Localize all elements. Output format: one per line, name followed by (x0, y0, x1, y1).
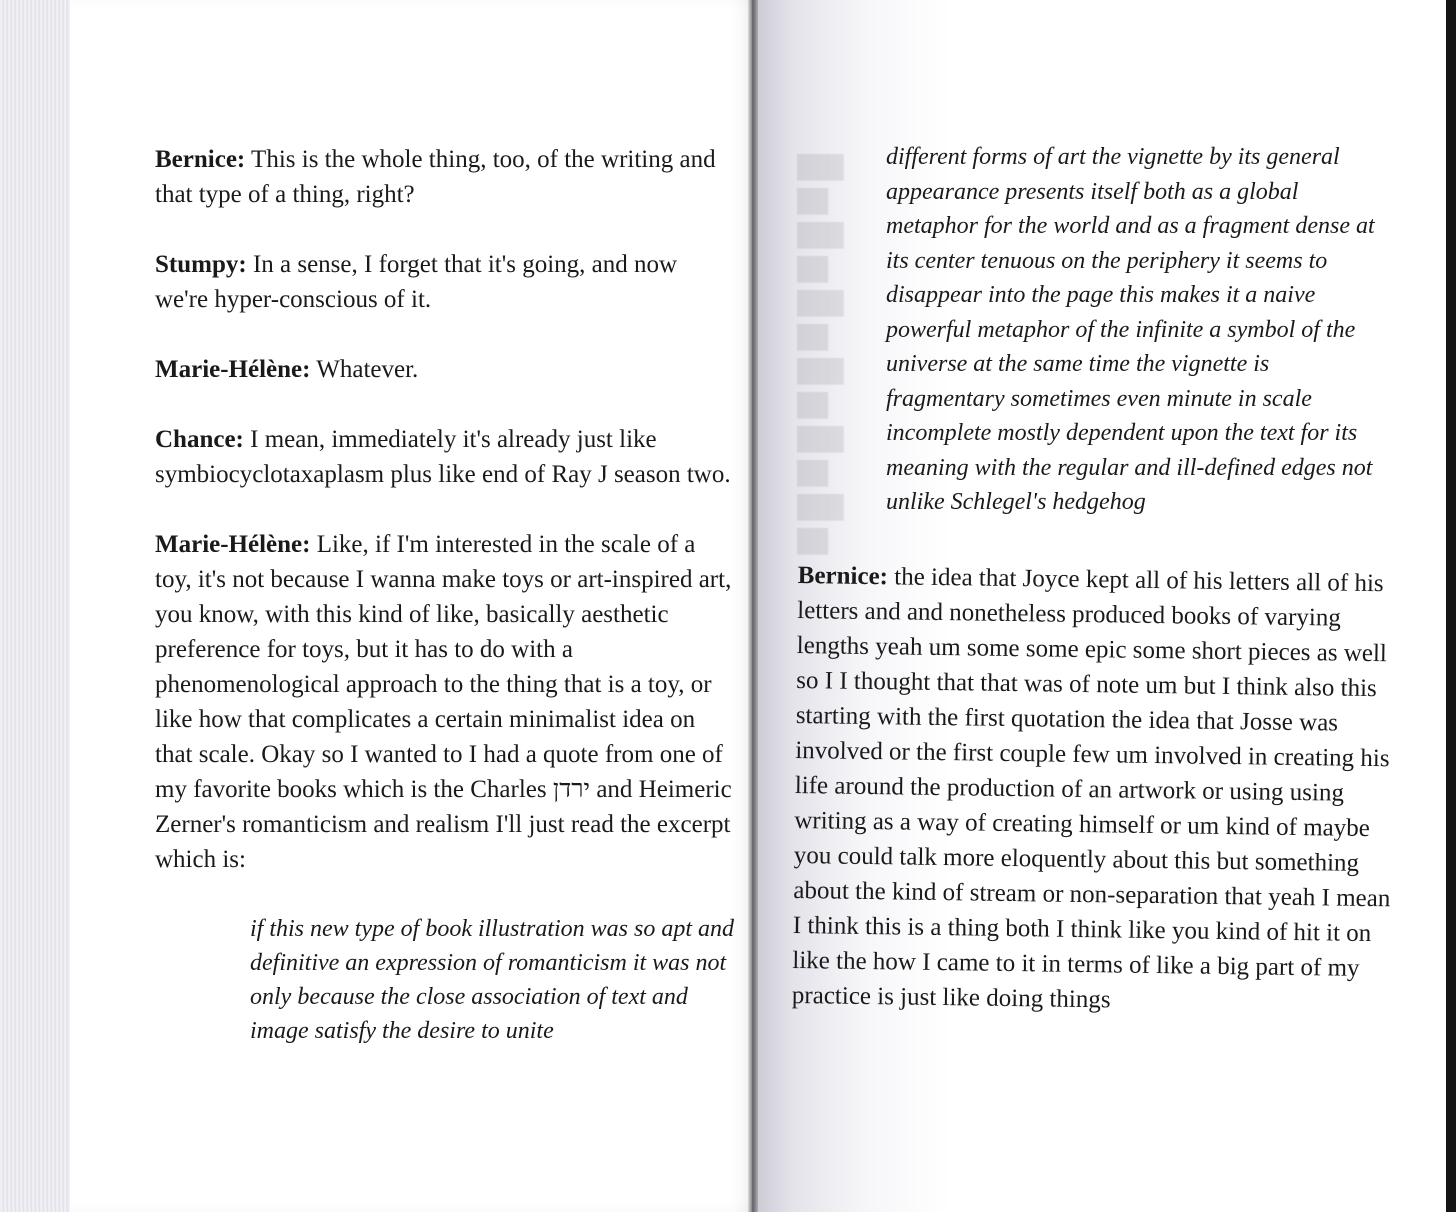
background-strip (1446, 0, 1456, 1212)
dialogue-text: In a sense, I forget that it's going, and now we're hyper-conscious of it. (155, 251, 678, 313)
speaker-name: Stumpy: (155, 251, 247, 278)
page-edges (0, 0, 71, 1212)
right-page-text (791, 140, 1398, 1013)
dialogue-paragraph (155, 247, 735, 317)
dialogue-text: Like, if I'm interested in the scale of a toy, it's not because I wanna make toys or art-inspired art, you know, with this kind of like, basically aesthetic preference for toys, but it has to do with a phenomenological approach to the thing that is a toy, or like how that complicates a certain minimalist idea on that scale. Okay so I wanted to I had a quote from one of my favorite books which is the Charles ירדן and Heimeric Zerner's romanticism and realism I'll just read the excerpt which is: (155, 531, 732, 873)
speaker-name: Chance: (155, 426, 244, 453)
dialogue-text: This is the whole thing, too, of the writing and that type of a thing, right? (155, 146, 716, 208)
dialogue-text: I mean, immediately it's already just like symbiocyclotaxaplasm plus like end of Ray J season two. (155, 426, 731, 488)
dialogue-paragraph (155, 352, 735, 387)
show-through-text: ███ ██ ███ ██ ███ ██ ███ ██ ███ ██ ███ ██ (797, 154, 844, 553)
dialogue-paragraph (792, 558, 1398, 1021)
block-quote: if this new type of book illustration was so apt and definitive an expression of romanticism it was not only because the close association of text and image satisfy the desire to unite (250, 916, 735, 1044)
left-page (70, 0, 758, 1212)
speaker-name: Marie-Hélène: (155, 531, 311, 558)
left-page-text (155, 142, 735, 1048)
dialogue-paragraph (155, 142, 735, 212)
dialogue-paragraph (155, 422, 735, 492)
dialogue-text: Whatever. (316, 356, 419, 383)
dialogue-text: the idea that Joyce kept all of his letters all of his letters and and nonetheless produced books of varying lengths yeah um some some epic some short pieces as well so I I thought that that was of note um but I think also this starting with the first quotation the idea that Josse was involved or the first couple few um involved in creating his life around the production of an artwork or using using writing as a way of creating himself or um kind of maybe you could talk more eloquently about this but something about the kind of stream or non-separation that yeah I mean I think this is a thing both I think like you kind of hit it on like the how I came to it in terms of like a big part of my practice is just like doing things (791, 562, 1391, 1013)
dialogue-paragraph (155, 527, 735, 877)
block-quote-continued: different forms of art the vignette by its general appearance presents itself both as a global metaphor for the world and as a fragment dense at its center tenuous on the periphery it seems to disappear into the page this makes it a naive powerful metaphor of the infinite a symbol of the universe at the same time the vignette is fragmentary sometimes even minute in scale incomplete mostly dependent upon the text for its meaning with the regular and ill-defined edges not unlike Schlegel's hedgehog (886, 144, 1375, 515)
speaker-name: Bernice: (155, 146, 246, 173)
right-page (752, 0, 1446, 1212)
book-gutter (748, 0, 758, 1212)
speaker-name: Bernice: (797, 561, 889, 590)
speaker-name: Marie-Hélène: (155, 356, 311, 383)
